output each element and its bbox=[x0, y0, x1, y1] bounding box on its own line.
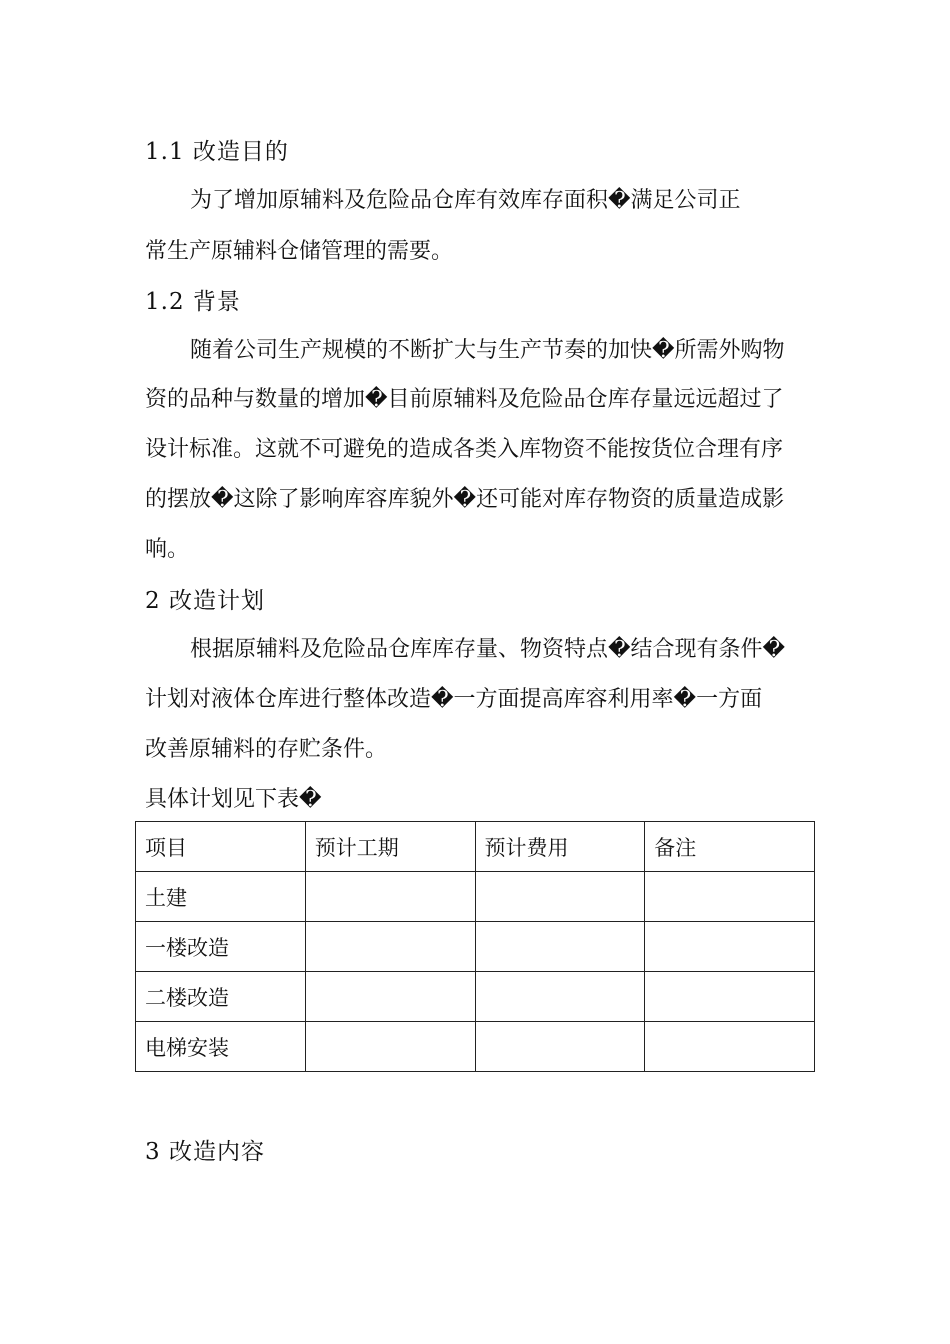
paragraph-line: 计划对液体仓库进行整体改造�一方面提高库容利用率�一方面 bbox=[145, 687, 763, 712]
paragraph-line: 为了增加原辅料及危险品仓库有效库存面积�满足公司正 bbox=[190, 188, 741, 213]
paragraph-line: 随着公司生产规模的不断扩大与生产节奏的加快�所需外购物 bbox=[190, 338, 785, 363]
table-cell bbox=[645, 922, 815, 972]
table-header-cell: 预计费用 bbox=[475, 822, 645, 872]
section-3-heading: 3 改造内容 bbox=[145, 1139, 265, 1165]
table-caption: 具体计划见下表� bbox=[145, 787, 322, 812]
paragraph-line: 响。 bbox=[145, 537, 190, 562]
plan-table bbox=[135, 821, 815, 1072]
table-cell bbox=[645, 872, 815, 922]
table-cell bbox=[645, 972, 815, 1022]
table-cell bbox=[305, 972, 475, 1022]
table-cell bbox=[475, 972, 645, 1022]
table-cell: 电梯安装 bbox=[136, 1022, 306, 1072]
paragraph-line: 改善原辅料的存贮条件。 bbox=[145, 737, 388, 762]
section-1-2-heading: 1.2 背景 bbox=[145, 289, 241, 315]
table-row bbox=[136, 922, 815, 972]
table-cell: 土建 bbox=[136, 872, 306, 922]
table-cell bbox=[305, 1022, 475, 1072]
table-cell: 一楼改造 bbox=[136, 922, 306, 972]
table-header-cell: 预计工期 bbox=[305, 822, 475, 872]
table-cell bbox=[305, 922, 475, 972]
table-header-row bbox=[136, 822, 815, 872]
section-1-1-heading: 1.1 改造目的 bbox=[145, 139, 289, 165]
table-cell bbox=[475, 1022, 645, 1072]
paragraph-line: 资的品种与数量的增加�目前原辅料及危险品仓库存量远远超过了 bbox=[145, 387, 784, 412]
table-row bbox=[136, 1022, 815, 1072]
paragraph-line: 常生产原辅料仓储管理的需要。 bbox=[145, 239, 454, 264]
table-cell bbox=[645, 1022, 815, 1072]
table-cell bbox=[475, 922, 645, 972]
table-header-cell: 项目 bbox=[136, 822, 306, 872]
paragraph-line: 的摆放�这除了影响库容库貌外�还可能对库存物资的质量造成影 bbox=[145, 487, 785, 512]
table-row bbox=[136, 872, 815, 922]
table-header-cell: 备注 bbox=[645, 822, 815, 872]
table-cell: 二楼改造 bbox=[136, 972, 306, 1022]
paragraph-line: 根据原辅料及危险品仓库库存量、物资特点�结合现有条件� bbox=[190, 637, 786, 662]
table-cell bbox=[305, 872, 475, 922]
paragraph-line: 设计标准。这就不可避免的造成各类入库物资不能按货位合理有序 bbox=[145, 437, 784, 462]
section-2-heading: 2 改造计划 bbox=[145, 588, 265, 614]
table-row bbox=[136, 972, 815, 1022]
table-cell bbox=[475, 872, 645, 922]
